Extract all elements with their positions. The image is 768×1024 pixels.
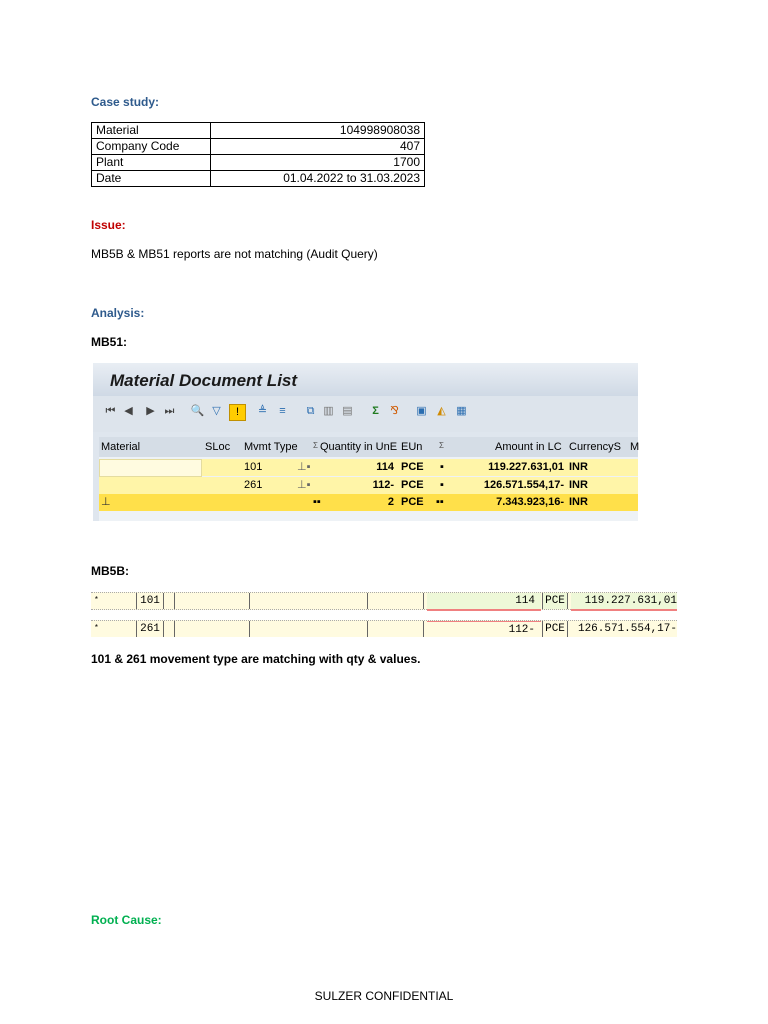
issue-text: MB5B & MB51 reports are not matching (Audit Query): [91, 247, 378, 261]
total-currency: INR: [569, 496, 588, 508]
root-cause-heading: Root Cause:: [91, 913, 162, 927]
sort-descending-icon[interactable]: ≡: [279, 405, 286, 417]
mb51-screenshot: [93, 363, 638, 521]
table-cell-key: Company Code: [92, 139, 211, 155]
empty-cell: [279, 621, 368, 637]
export-icon[interactable]: ▣: [416, 405, 427, 417]
mb5b-row: [91, 620, 677, 637]
quantity-cell: 112-: [427, 621, 541, 638]
marker-icon: ▪: [440, 461, 444, 473]
marker-icon: ▪: [440, 479, 444, 491]
next-page-icon[interactable]: ▶: [146, 405, 155, 417]
table-row: [92, 139, 425, 155]
quantity-cell: 112-: [372, 479, 394, 491]
column-header[interactable]: Amount in LC: [495, 441, 562, 453]
table-cell-key: Date: [92, 171, 211, 187]
sum-icon[interactable]: Σ: [372, 405, 379, 417]
first-page-icon[interactable]: ⏮: [105, 405, 116, 417]
sap-title-bar: [93, 363, 638, 396]
empty-cell: [174, 621, 250, 637]
sum-marker-icon: Σ: [313, 441, 318, 450]
table-cell-value: 1700: [211, 155, 425, 171]
details-icon[interactable]: 🔍: [190, 405, 205, 417]
table-row: [92, 171, 425, 187]
column-header[interactable]: Material: [101, 441, 141, 453]
graphic-icon[interactable]: ◭: [437, 405, 446, 417]
table-row[interactable]: [99, 477, 638, 494]
alv-grid: [99, 437, 638, 521]
currency-cell: INR: [569, 479, 588, 491]
table-row: [92, 123, 425, 139]
quantity-cell: 114: [376, 461, 394, 473]
column-header[interactable]: EUn: [401, 441, 423, 453]
document-icon[interactable]: ⊥▪: [297, 461, 311, 473]
last-page-icon[interactable]: ⏭: [164, 405, 175, 417]
columns-icon[interactable]: ▥: [323, 405, 334, 417]
total-icon: ⊥: [101, 496, 111, 508]
grid-header: [99, 437, 638, 457]
analysis-heading: Analysis:: [91, 306, 145, 320]
unit-cell: PCE: [401, 461, 424, 473]
total-row[interactable]: [99, 494, 638, 511]
mvmt-type-cell: 261: [136, 621, 164, 637]
amount-cell: 119.227.631,01: [571, 593, 677, 611]
table-cell-value: 407: [211, 139, 425, 155]
star-cell: *: [94, 624, 99, 633]
total-unit: PCE: [401, 496, 424, 508]
issue-heading: Issue:: [91, 218, 126, 232]
unit-cell: PCE: [542, 621, 568, 637]
mb5b-label: MB5B:: [91, 564, 129, 578]
column-header[interactable]: Quantity in UnE: [320, 441, 398, 453]
table-cell-value: 104998908038: [211, 123, 425, 139]
table-cell-key: Material: [92, 123, 211, 139]
column-header[interactable]: SLoc: [205, 441, 231, 453]
document-icon[interactable]: ⊥▪: [297, 479, 311, 491]
sort-ascending-icon[interactable]: ≜: [257, 405, 268, 417]
quantity-cell: 114: [427, 593, 541, 611]
column-header[interactable]: M: [630, 441, 640, 453]
star-cell: *: [94, 596, 99, 605]
mvmt-type-cell: 261: [244, 479, 263, 491]
marker-icon: ▪▪: [436, 496, 444, 508]
amount-cell: 126.571.554,17-: [483, 479, 564, 491]
exception-icon[interactable]: !: [229, 404, 246, 421]
mvmt-type-cell: 101: [244, 461, 263, 473]
previous-page-icon[interactable]: ◀: [124, 405, 133, 417]
total-amount: 7.343.923,16-: [496, 496, 564, 508]
unit-cell: PCE: [401, 479, 424, 491]
empty-cell: [174, 593, 250, 609]
footer-text: SULZER CONFIDENTIAL: [314, 989, 454, 1003]
mb51-label: MB51:: [91, 335, 128, 349]
case-study-table: [91, 122, 425, 187]
material-cell[interactable]: [99, 459, 202, 477]
marker-icon: ▪▪: [313, 496, 321, 508]
filter-icon[interactable]: ▽: [212, 405, 221, 417]
total-quantity: 2: [387, 496, 394, 508]
mvmt-type-cell: 101: [136, 593, 164, 609]
column-header[interactable]: CurrencyS: [569, 441, 621, 453]
table-cell-value: 01.04.2022 to 31.03.2023: [211, 171, 425, 187]
column-header[interactable]: Mvmt Type: [244, 441, 298, 453]
print-icon[interactable]: ▤: [342, 405, 353, 417]
layout-icon[interactable]: ▦: [456, 405, 467, 417]
unit-cell: PCE: [542, 593, 568, 609]
case-study-heading: Case study:: [91, 95, 160, 109]
amount-cell: 126.571.554,17-: [577, 623, 677, 635]
mb5b-row: [91, 592, 677, 610]
currency-cell: INR: [569, 461, 588, 473]
sap-title: Material Document List: [110, 371, 298, 390]
amount-cell: 119.227.631,01: [488, 461, 564, 473]
conclusion-text: 101 & 261 movement type are matching with qty & values.: [91, 652, 421, 666]
table-cell-key: Plant: [92, 155, 211, 171]
sum-marker-icon: Σ: [439, 441, 444, 450]
table-row[interactable]: [99, 459, 638, 476]
table-row: [92, 155, 425, 171]
copy-icon[interactable]: ⧉: [306, 405, 315, 417]
empty-cell: [279, 593, 368, 609]
subtotal-icon[interactable]: ⅋: [390, 405, 399, 417]
